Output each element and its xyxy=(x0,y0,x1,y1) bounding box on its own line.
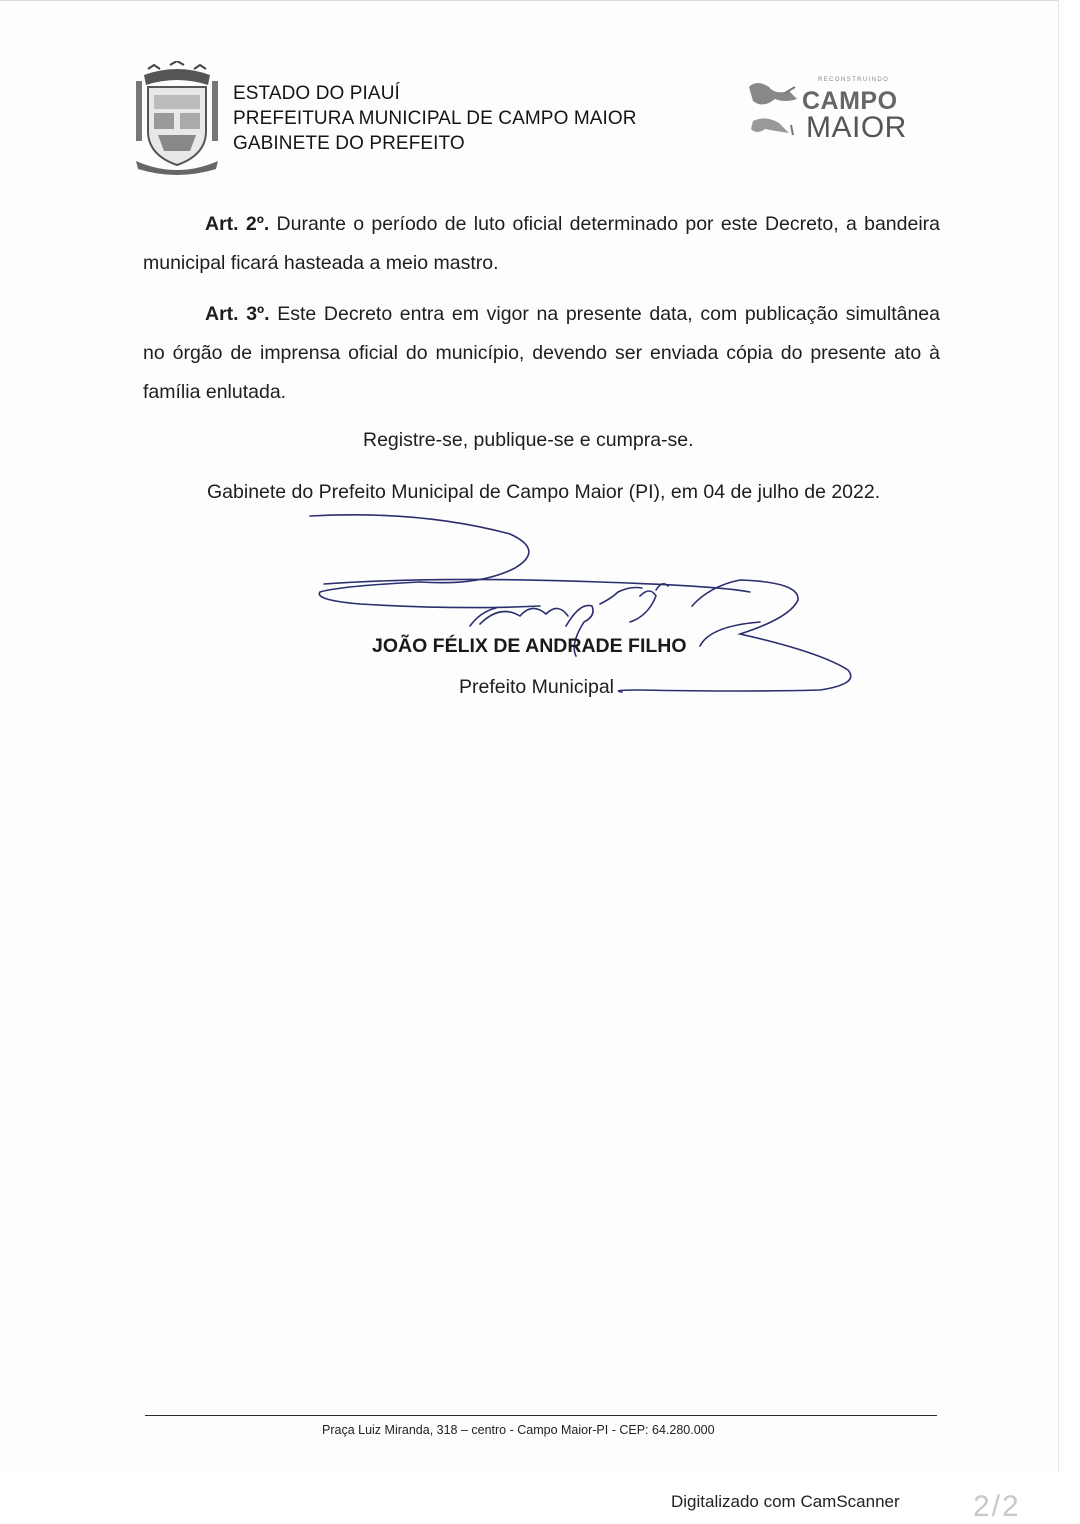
footer-address: Praça Luiz Miranda, 318 – centro - Campo Maior-PI - CEP: 64.280.000 xyxy=(322,1423,715,1437)
signatory-name: JOÃO FÉLIX DE ANDRADE FILHO xyxy=(372,635,687,657)
page-count: 2/2 xyxy=(973,1490,1021,1523)
article-2-label: Art. 2º. xyxy=(205,213,270,235)
prefecture-name: PREFEITURA MUNICIPAL DE CAMPO MAIOR xyxy=(233,108,637,129)
state-name: ESTADO DO PIAUÍ xyxy=(233,83,400,104)
brand-maior: MAIOR xyxy=(806,111,907,144)
article-2-text: Durante o período de luto oficial determinado por este Decreto, a bandeira municipal ficará hasteada a meio mastro. xyxy=(143,213,940,274)
brand-campo: CAMPO xyxy=(802,87,898,115)
closing-formula: Registre-se, publique-se e cumpra-se. xyxy=(363,429,694,451)
footer-divider xyxy=(145,1415,937,1416)
coat-of-arms-icon xyxy=(132,61,222,179)
camscanner-watermark: Digitalizado com CamScanner xyxy=(671,1492,900,1511)
article-3 xyxy=(143,295,940,412)
article-2 xyxy=(143,205,940,283)
dateline: Gabinete do Prefeito Municipal de Campo Maior (PI), em 04 de julho de 2022. xyxy=(207,481,881,503)
signatory-title: Prefeito Municipal xyxy=(459,676,614,698)
brand-tagline: RECONSTRUINDO xyxy=(818,77,890,83)
letterhead xyxy=(233,81,637,156)
office-name: GABINETE DO PREFEITO xyxy=(233,133,465,154)
article-3-text: Este Decreto entra em vigor na presente data, com publicação simultânea no órgão de imprensa oficial do município, devendo ser enviada cópia do presente ato à família enlutada. xyxy=(143,303,941,403)
article-3-label: Art. 3º. xyxy=(205,303,270,325)
